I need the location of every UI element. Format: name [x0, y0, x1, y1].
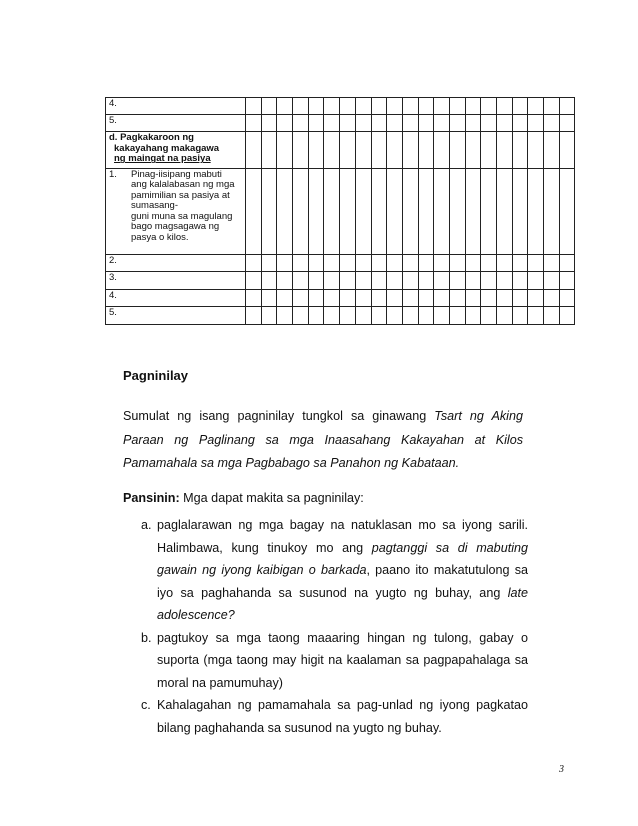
- tracking-cell[interactable]: [277, 115, 293, 132]
- tracking-cell[interactable]: [261, 255, 277, 272]
- tracking-cell[interactable]: [246, 168, 262, 255]
- tracking-cell[interactable]: [355, 255, 371, 272]
- tracking-cell[interactable]: [481, 289, 497, 306]
- row-number: 1.: [109, 168, 117, 180]
- row-label-line: pamimilian sa pasiya at: [131, 189, 230, 201]
- tracking-cell[interactable]: [277, 98, 293, 115]
- row-label-cell: [106, 306, 246, 324]
- tracking-cell[interactable]: [434, 306, 450, 324]
- tracking-cell[interactable]: [293, 98, 309, 115]
- row-label-line: ng maingat na pasiya: [114, 153, 211, 165]
- tracking-cell[interactable]: [512, 272, 528, 289]
- tracking-cell[interactable]: [449, 272, 465, 289]
- tracking-cell[interactable]: [246, 98, 262, 115]
- tracking-cell[interactable]: [418, 306, 434, 324]
- tracking-cell[interactable]: [434, 98, 450, 115]
- tracking-cell[interactable]: [544, 132, 560, 168]
- tracking-cell[interactable]: [481, 272, 497, 289]
- tracking-cell[interactable]: [497, 98, 513, 115]
- tracking-cell[interactable]: [324, 168, 340, 255]
- tracking-cell[interactable]: [497, 272, 513, 289]
- tracking-cell[interactable]: [559, 132, 575, 168]
- tracking-cell[interactable]: [402, 115, 418, 132]
- tracking-cell[interactable]: [293, 168, 309, 255]
- row-label-line: pasya o kilos.: [131, 231, 189, 243]
- tracking-cell[interactable]: [528, 289, 544, 306]
- tracking-cell[interactable]: [497, 255, 513, 272]
- tracking-cell[interactable]: [261, 115, 277, 132]
- table-row: [106, 306, 575, 324]
- tracking-cell[interactable]: [497, 306, 513, 324]
- tracking-cell[interactable]: [261, 168, 277, 255]
- table-row: [106, 168, 575, 255]
- tracking-cell[interactable]: [449, 168, 465, 255]
- tracking-cell[interactable]: [497, 289, 513, 306]
- tracking-cell[interactable]: [387, 132, 403, 168]
- tracking-cell[interactable]: [544, 289, 560, 306]
- table-row: [106, 132, 575, 168]
- progress-tracker-table: [105, 97, 575, 325]
- tracking-cell[interactable]: [293, 132, 309, 168]
- list-marker: b.: [141, 630, 152, 645]
- tracking-cell[interactable]: [449, 115, 465, 132]
- tracking-cell[interactable]: [402, 98, 418, 115]
- tracking-cell[interactable]: [434, 255, 450, 272]
- tracking-cell[interactable]: [261, 98, 277, 115]
- tracking-cell[interactable]: [449, 132, 465, 168]
- list-item: [141, 514, 528, 627]
- tracking-cell[interactable]: [559, 115, 575, 132]
- tracking-cell[interactable]: [418, 289, 434, 306]
- tracking-cell[interactable]: [387, 306, 403, 324]
- tracking-cell[interactable]: [355, 272, 371, 289]
- row-number: 5.: [109, 115, 117, 127]
- tracking-cell[interactable]: [481, 98, 497, 115]
- tracking-cell[interactable]: [528, 132, 544, 168]
- tracking-cell[interactable]: [544, 255, 560, 272]
- tracking-cell[interactable]: [559, 168, 575, 255]
- tracking-cell[interactable]: [324, 98, 340, 115]
- chart-title-reference: Tsart ng Aking Paraan ng Paglinang sa mga Inaasahang Kakayahan at Kilos Pamamahala sa mga Pagbabago sa Panahon ng Kabataan.: [123, 409, 523, 470]
- row-label-cell: [106, 168, 246, 255]
- tracking-cell[interactable]: [512, 289, 528, 306]
- tracking-cell[interactable]: [387, 98, 403, 115]
- list-marker: c.: [141, 698, 151, 712]
- row-label-line: bago magsagawa ng: [131, 221, 220, 233]
- tracking-cell[interactable]: [371, 255, 387, 272]
- row-label-cell: [106, 272, 246, 289]
- note-line: [123, 491, 364, 505]
- tracking-cell[interactable]: [418, 132, 434, 168]
- tracking-cell[interactable]: [402, 132, 418, 168]
- tracking-cell[interactable]: [481, 132, 497, 168]
- tracking-cell[interactable]: [544, 168, 560, 255]
- tracking-cell[interactable]: [261, 132, 277, 168]
- tracking-cell[interactable]: [465, 289, 481, 306]
- tracking-cell[interactable]: [528, 272, 544, 289]
- list-text-part: , paano ito makatutulong sa iyo sa paghahanda sa susunod na yugto ng buhay, ang: [157, 563, 529, 600]
- tracking-cell[interactable]: [481, 115, 497, 132]
- row-number: 2.: [109, 255, 117, 267]
- tracking-cell[interactable]: [324, 255, 340, 272]
- tracking-cell[interactable]: [497, 168, 513, 255]
- row-number: 5.: [109, 306, 117, 318]
- tracking-cell[interactable]: [246, 289, 262, 306]
- tracking-cell[interactable]: [387, 289, 403, 306]
- tracking-cell[interactable]: [544, 115, 560, 132]
- tracking-cell[interactable]: [465, 255, 481, 272]
- tracking-cell[interactable]: [324, 289, 340, 306]
- tracking-cell[interactable]: [340, 306, 356, 324]
- tracking-cell[interactable]: [528, 168, 544, 255]
- tracking-cell[interactable]: [340, 98, 356, 115]
- tracking-cell[interactable]: [528, 115, 544, 132]
- tracking-cell[interactable]: [434, 132, 450, 168]
- tracking-cell[interactable]: [559, 306, 575, 324]
- tracking-cell[interactable]: [559, 98, 575, 115]
- tracking-cell[interactable]: [340, 168, 356, 255]
- tracking-cell[interactable]: [293, 289, 309, 306]
- tracking-cell[interactable]: [277, 272, 293, 289]
- tracking-cell[interactable]: [387, 115, 403, 132]
- list-item: [141, 627, 528, 695]
- tracking-cell[interactable]: [512, 255, 528, 272]
- table-row: [106, 272, 575, 289]
- tracking-cell[interactable]: [402, 255, 418, 272]
- tracking-cell[interactable]: [246, 115, 262, 132]
- table-row: [106, 255, 575, 272]
- tracking-cell[interactable]: [324, 115, 340, 132]
- tracking-cell[interactable]: [465, 306, 481, 324]
- note-label: Pansinin:: [123, 491, 180, 505]
- tracking-cell[interactable]: [402, 168, 418, 255]
- note-text: Mga dapat makita sa pagninilay:: [179, 491, 364, 505]
- tracking-cell[interactable]: [293, 306, 309, 324]
- tracking-cell[interactable]: [402, 306, 418, 324]
- tracking-cell[interactable]: [355, 132, 371, 168]
- tracking-cell[interactable]: [449, 289, 465, 306]
- tracking-cell[interactable]: [340, 132, 356, 168]
- tracking-cell[interactable]: [371, 115, 387, 132]
- row-label-line: Pinag-iisipang mabuti: [131, 168, 222, 180]
- tracking-cell[interactable]: [340, 289, 356, 306]
- tracking-cell[interactable]: [497, 132, 513, 168]
- row-number: 3.: [109, 272, 117, 284]
- tracking-cell[interactable]: [371, 98, 387, 115]
- tracking-cell[interactable]: [465, 168, 481, 255]
- tracking-cell[interactable]: [324, 306, 340, 324]
- tracking-cell[interactable]: [544, 272, 560, 289]
- tracking-cell[interactable]: [418, 168, 434, 255]
- tracking-cell[interactable]: [277, 306, 293, 324]
- tracking-cell[interactable]: [355, 115, 371, 132]
- tracking-cell[interactable]: [559, 272, 575, 289]
- tracking-cell[interactable]: [528, 98, 544, 115]
- tracking-cell[interactable]: [402, 289, 418, 306]
- tracking-cell[interactable]: [293, 115, 309, 132]
- tracking-cell[interactable]: [528, 306, 544, 324]
- tracking-cell[interactable]: [465, 272, 481, 289]
- tracking-cell[interactable]: [512, 115, 528, 132]
- tracking-cell[interactable]: [387, 168, 403, 255]
- tracking-cell[interactable]: [418, 115, 434, 132]
- tracking-cell[interactable]: [481, 255, 497, 272]
- row-label-cell: [106, 98, 246, 115]
- page-number: 3: [559, 764, 564, 775]
- tracking-cell[interactable]: [340, 272, 356, 289]
- tracking-cell[interactable]: [418, 272, 434, 289]
- tracking-cell[interactable]: [293, 255, 309, 272]
- list-item-text: [157, 514, 528, 627]
- tracking-cell[interactable]: [387, 255, 403, 272]
- tracking-cell[interactable]: [544, 98, 560, 115]
- tracking-cell[interactable]: [371, 272, 387, 289]
- tracking-cell[interactable]: [481, 306, 497, 324]
- tracking-cell[interactable]: [434, 115, 450, 132]
- row-label-line: guni muna sa magulang: [131, 210, 233, 222]
- row-label-cell: [106, 115, 246, 132]
- tracking-cell[interactable]: [308, 132, 324, 168]
- tracking-cell[interactable]: [308, 306, 324, 324]
- row-number: 4.: [109, 289, 117, 301]
- tracking-cell[interactable]: [449, 306, 465, 324]
- tracking-cell[interactable]: [277, 255, 293, 272]
- list-item-text: pagtukoy sa mga taong maaaring hingan ng tulong, gabay o suporta (mga taong may higit na kaalaman sa pagpapahalaga sa moral na pamumuhay): [157, 630, 528, 690]
- tracking-cell[interactable]: [465, 132, 481, 168]
- tracking-cell[interactable]: [371, 132, 387, 168]
- tracking-cell[interactable]: [371, 306, 387, 324]
- tracking-cell[interactable]: [246, 255, 262, 272]
- tracking-cell[interactable]: [355, 306, 371, 324]
- tracking-cell[interactable]: [465, 98, 481, 115]
- tracking-cell[interactable]: [246, 272, 262, 289]
- tracking-cell[interactable]: [497, 115, 513, 132]
- row-label-line: ang kalalabasan ng mga: [131, 179, 235, 191]
- tracking-cell[interactable]: [308, 98, 324, 115]
- tracking-cell[interactable]: [261, 306, 277, 324]
- tracking-cell[interactable]: [324, 272, 340, 289]
- tracking-cell[interactable]: [261, 289, 277, 306]
- tracking-cell[interactable]: [277, 132, 293, 168]
- tracking-cell[interactable]: [465, 115, 481, 132]
- row-label-cell: [106, 289, 246, 306]
- tracking-cell[interactable]: [434, 289, 450, 306]
- row-label-cell: [106, 132, 246, 168]
- row-label-line: sumasang-: [131, 200, 178, 212]
- row-number: 4.: [109, 98, 117, 109]
- list-item: [141, 694, 528, 739]
- list-text-part: paglalarawan ng mga bagay na natuklasan mo sa iyong sarili. Halimbawa, kung tinukoy mo ang: [157, 518, 528, 555]
- tracking-cell[interactable]: [434, 168, 450, 255]
- tracking-cell[interactable]: [512, 132, 528, 168]
- tracking-cell[interactable]: [308, 272, 324, 289]
- table-row: [106, 115, 575, 132]
- tracking-cell[interactable]: [418, 98, 434, 115]
- tracking-cell[interactable]: [277, 289, 293, 306]
- list-text-italic: pagtanggi sa di mabuting gawain ng iyong kaibigan o barkada: [157, 540, 528, 577]
- tracking-cell[interactable]: [340, 255, 356, 272]
- tracking-cell[interactable]: [246, 306, 262, 324]
- tracking-cell[interactable]: [355, 98, 371, 115]
- tracking-cell[interactable]: [481, 168, 497, 255]
- tracking-cell[interactable]: [387, 272, 403, 289]
- tracking-cell[interactable]: [308, 115, 324, 132]
- list-marker: a.: [141, 518, 152, 532]
- tracking-cell[interactable]: [355, 289, 371, 306]
- tracking-cell[interactable]: [308, 168, 324, 255]
- tracking-cell[interactable]: [559, 289, 575, 306]
- tracking-cell[interactable]: [449, 255, 465, 272]
- tracking-cell[interactable]: [512, 98, 528, 115]
- tracking-cell[interactable]: [340, 115, 356, 132]
- tracking-cell[interactable]: [308, 255, 324, 272]
- tracking-cell[interactable]: [512, 168, 528, 255]
- tracking-cell[interactable]: [308, 289, 324, 306]
- tracking-cell[interactable]: [559, 255, 575, 272]
- tracking-cell[interactable]: [246, 132, 262, 168]
- tracking-cell[interactable]: [261, 272, 277, 289]
- tracking-cell[interactable]: [371, 168, 387, 255]
- tracking-cell[interactable]: [418, 255, 434, 272]
- tracking-cell[interactable]: [434, 272, 450, 289]
- row-label-line: d. Pagkakaroon ng: [109, 132, 194, 144]
- list-text-italic: late adolescence?: [157, 585, 528, 622]
- guideline-list: [141, 514, 528, 739]
- tracking-cell[interactable]: [544, 306, 560, 324]
- section-heading: Pagninilay: [123, 368, 189, 383]
- tracking-cell[interactable]: [293, 272, 309, 289]
- tracking-cell[interactable]: [277, 168, 293, 255]
- tracking-cell[interactable]: [371, 289, 387, 306]
- instruction-paragraph: [123, 405, 523, 476]
- tracking-cell[interactable]: [324, 132, 340, 168]
- row-label-cell: [106, 255, 246, 272]
- table-row: [106, 98, 575, 115]
- table-row: [106, 289, 575, 306]
- tracking-cell[interactable]: [402, 272, 418, 289]
- list-item-text: Kahalagahan ng pamamahala sa pag-unlad ng iyong pagkatao bilang paghahanda sa susunod na yugto ng buhay.: [157, 698, 528, 735]
- paragraph-text: Sumulat ng isang pagninilay tungkol sa ginawang: [123, 409, 435, 423]
- tracking-cell[interactable]: [449, 98, 465, 115]
- tracking-cell[interactable]: [355, 168, 371, 255]
- row-label-line: kakayahang makagawa: [114, 142, 220, 154]
- tracking-cell[interactable]: [512, 306, 528, 324]
- tracking-cell[interactable]: [528, 255, 544, 272]
